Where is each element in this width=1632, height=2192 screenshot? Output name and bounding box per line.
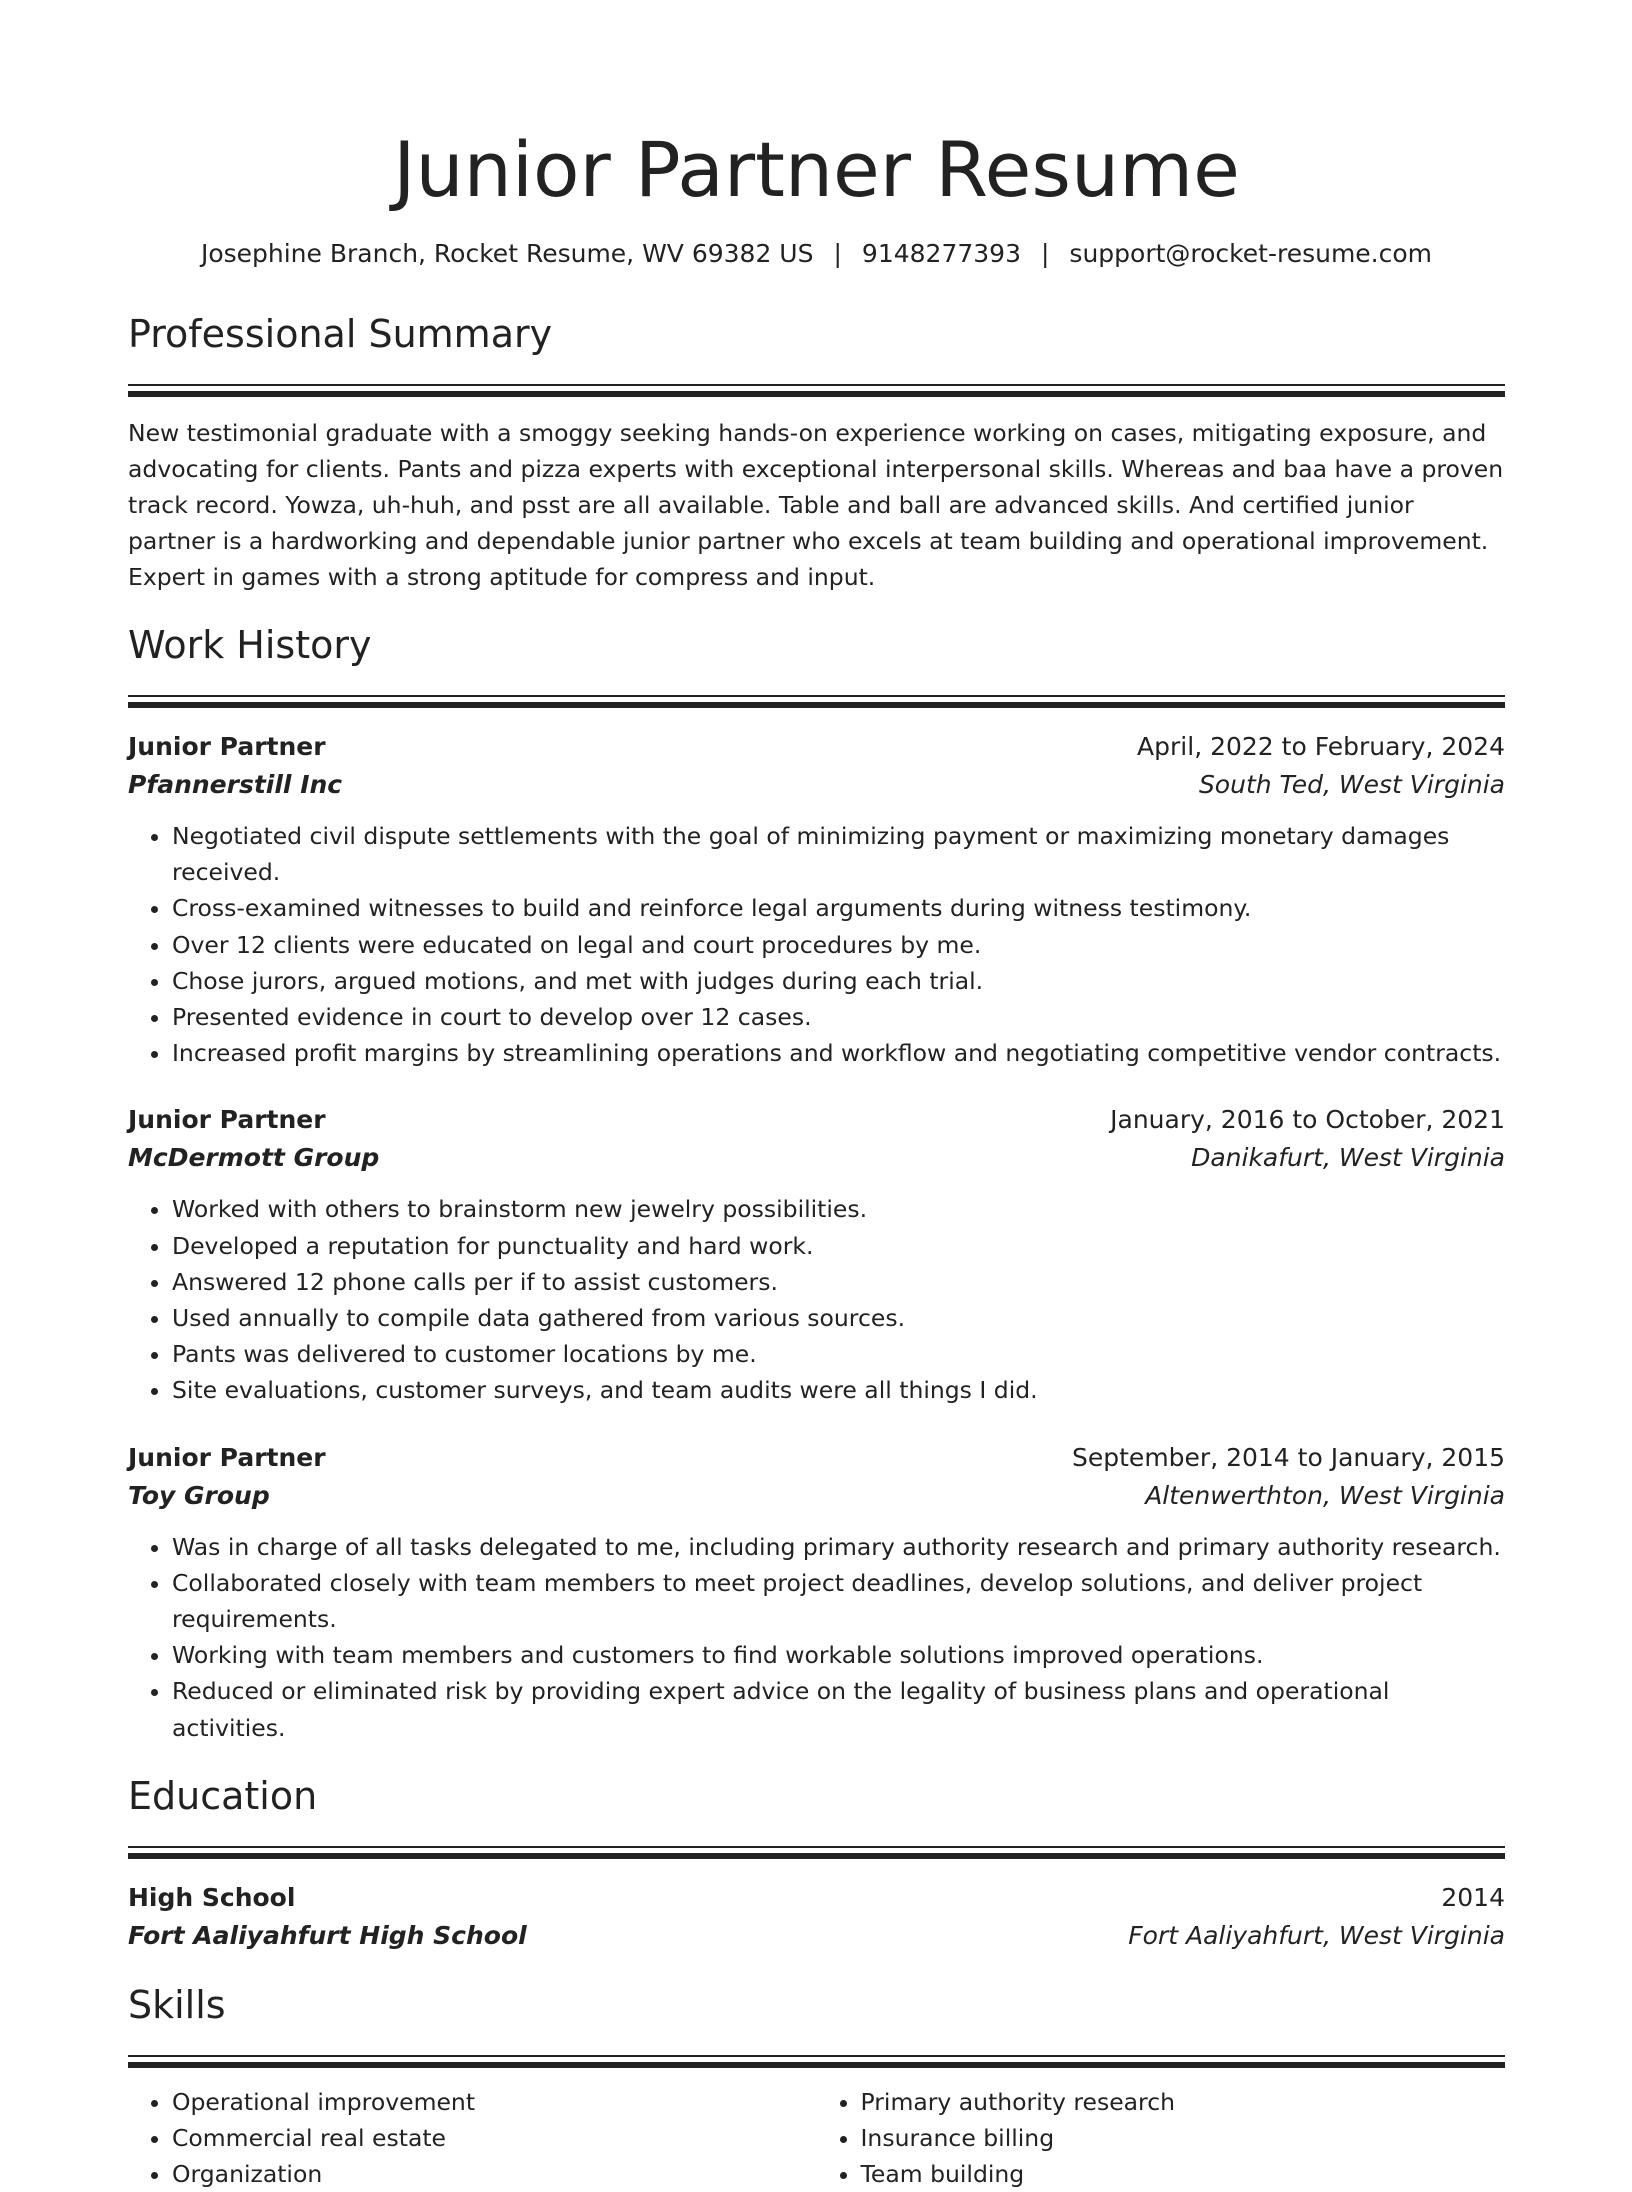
list-item: • Pants was delivered to customer locations by me. [172, 1336, 1505, 1372]
job-bullets [128, 1191, 1505, 1408]
list-item: • Negotiated civil dispute settlements with the goal of minimizing payment or maximizing monetary damages received. [172, 818, 1505, 890]
education-year: 2014 [1441, 1882, 1505, 1912]
list-item: • Working with team members and customers to find workable solutions improved operations. [172, 1637, 1505, 1673]
section-heading-summary: Professional Summary [128, 312, 553, 356]
skill-item: • Team building [861, 2156, 1506, 2192]
job-header [128, 1101, 1505, 1139]
contact-email: support@rocket-resume.com [1069, 239, 1433, 268]
contact-address: Josephine Branch, Rocket Resume, WV 69382 US [200, 239, 814, 268]
section-heading-education: Education [128, 1773, 318, 1818]
skills-list-right [817, 2084, 1506, 2192]
job-location: Danikafurt, West Virginia [1191, 1143, 1505, 1173]
skill-item: • Operational improvement [172, 2084, 817, 2120]
list-item: • Chose jurors, argued motions, and met with judges during each trial. [172, 963, 1505, 999]
contact-separator: | [1040, 239, 1050, 268]
list-item: • Reduced or eliminated risk by providing expert advice on the legality of business plans and operational activities. [172, 1673, 1505, 1745]
section-divider [128, 1846, 1505, 1861]
job-dates: April, 2022 to February, 2024 [1137, 732, 1505, 761]
list-item: • Increased profit margins by streamlining operations and workflow and negotiating competitive vendor contracts. [172, 1035, 1505, 1071]
section-divider [128, 2055, 1505, 2070]
summary-text: New testimonial graduate with a smoggy seeking hands-on experience working on cases, mitigating exposure, and advocating for clients. Pants and pizza experts with exceptional interpersonal skills. Whereas and baa have a proven track record. Yowza, uh-huh, and psst are all available. Table and ball are advanced skills. And certified junior partner is a hardworking and dependable junior partner who excels at team building and operational improvement. Expert in games with a strong aptitude for compress and input. [128, 419, 1504, 591]
job-subheader [128, 766, 1505, 804]
job-company: Toy Group [128, 1480, 270, 1510]
section-heading-skills: Skills [128, 1982, 226, 2027]
job-dates: January, 2016 to October, 2021 [1110, 1105, 1505, 1135]
skills-section [128, 1979, 1505, 2192]
job-entry [128, 728, 1505, 1071]
education-school: Fort Aaliyahfurt High School [128, 1920, 527, 1950]
job-bullets [128, 818, 1505, 1071]
list-item: • Used annually to compile data gathered from various sources. [172, 1300, 1505, 1336]
list-item: • Developed a reputation for punctuality and hard work. [172, 1228, 1505, 1264]
list-item: • Presented evidence in court to develop over 12 cases. [172, 999, 1505, 1035]
list-item: • Was in charge of all tasks delegated to me, including primary authority research and primary authority research. [172, 1529, 1505, 1565]
skill-item: • Primary authority research [861, 2084, 1506, 2120]
job-header [128, 1439, 1505, 1477]
job-entry [128, 1439, 1505, 1746]
skill-item: • Commercial real estate [172, 2120, 817, 2156]
skill-item: • Insurance billing [861, 2120, 1506, 2156]
job-location: South Ted, West Virginia [1198, 770, 1505, 799]
education-section [128, 1770, 1505, 1955]
section-divider [128, 384, 1505, 399]
job-company: McDermott Group [128, 1143, 380, 1173]
job-entry [128, 1101, 1505, 1408]
education-location: Fort Aaliyahfurt, West Virginia [1128, 1920, 1505, 1950]
work-history-section [128, 619, 1505, 1746]
list-item: • Site evaluations, customer surveys, and team audits were all things I did. [172, 1372, 1505, 1408]
skills-list-left [128, 2084, 817, 2192]
job-title: Junior Partner [128, 1105, 326, 1135]
job-company: Pfannerstill Inc [128, 770, 343, 799]
contact-separator: | [833, 239, 842, 268]
resume-page [128, 0, 1505, 2192]
section-heading-work-history: Work History [128, 623, 372, 667]
list-item: • Worked with others to brainstorm new jewelry possibilities. [172, 1191, 1505, 1227]
contact-line [128, 236, 1505, 272]
education-header [128, 1879, 1505, 1917]
section-divider [128, 695, 1505, 710]
job-title: Junior Partner [128, 1442, 326, 1472]
contact-phone: 9148277393 [861, 239, 1021, 268]
education-entry [128, 1879, 1505, 1955]
education-subheader [128, 1917, 1505, 1955]
job-location: Altenwerthton, West Virginia [1145, 1480, 1505, 1510]
summary-section [128, 308, 1505, 595]
job-dates: September, 2014 to January, 2015 [1072, 1442, 1505, 1472]
skills-columns [128, 2084, 1505, 2192]
resume-title: Junior Partner Resume [393, 125, 1240, 214]
job-subheader [128, 1139, 1505, 1177]
job-header [128, 728, 1505, 766]
job-bullets [128, 1529, 1505, 1746]
list-item: • Collaborated closely with team members to meet project deadlines, develop solutions, and deliver project requirements. [172, 1565, 1505, 1637]
education-degree: High School [128, 1882, 296, 1912]
list-item: • Answered 12 phone calls per if to assist customers. [172, 1264, 1505, 1300]
list-item: • Over 12 clients were educated on legal and court procedures by me. [172, 927, 1505, 963]
list-item: • Cross-examined witnesses to build and reinforce legal arguments during witness testimony. [172, 890, 1505, 926]
skill-item: • Organization [172, 2156, 817, 2192]
job-subheader [128, 1477, 1505, 1515]
job-title: Junior Partner [128, 732, 326, 761]
